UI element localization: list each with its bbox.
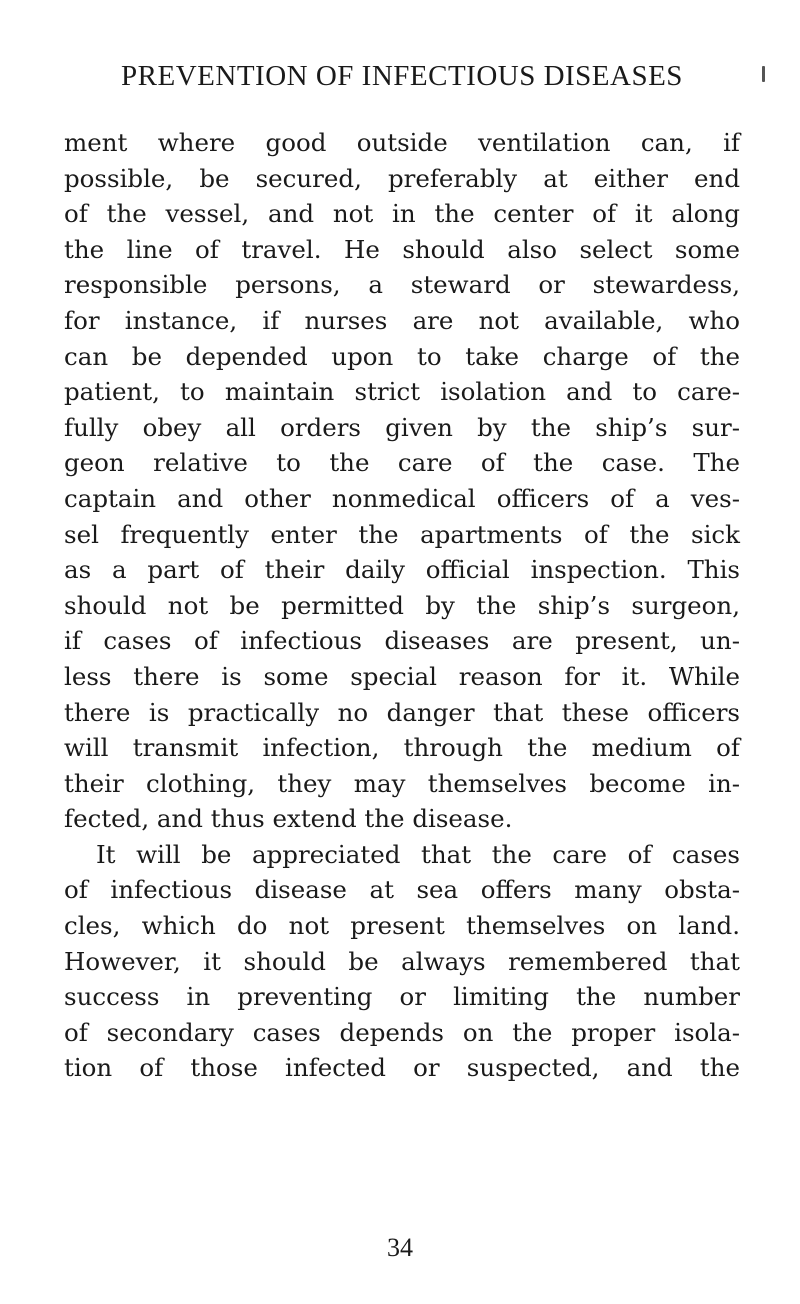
paragraph-2 [64,837,740,1086]
text-line: should not be permitted by the ship’s surgeon, [64,590,740,620]
text-line: tion of those infected or suspected, and the [64,1053,740,1083]
text-line: patient, to maintain strict isolation and to care- [64,377,740,407]
text-line: ment where good outside ventilation can, if [64,128,740,157]
text-line: cles, which do not present themselves on land. [64,911,740,941]
text-line: possible, be secured, preferably at either end [64,163,740,193]
text-line: geon relative to the care of the case. The [64,448,740,478]
text-line: there is practically no danger that these officers [64,697,740,727]
text-line: their clothing, they may themselves become in- [64,768,740,798]
text-line: fected, and thus extend the disease. [64,804,513,834]
paragraph-1 [64,125,740,837]
text-line: the line of travel. He should also select some [64,234,740,264]
text-line: captain and other nonmedical officers of a ves- [64,483,740,513]
text-line: success in preventing or limiting the number [64,982,740,1012]
text-line: as a part of their daily official inspection. This [64,555,740,585]
body-text [64,125,740,1086]
text-line: for instance, if nurses are not available, who [64,305,740,335]
text-line: of the vessel, and not in the center of it along [64,199,740,229]
text-line: It will be appreciated that the care of cases [96,839,740,869]
text-line: of infectious disease at sea offers many obsta- [64,875,740,905]
text-line: responsible persons, a steward or stewardess, [64,270,740,300]
text-line: of secondary cases depends on the proper isola- [64,1017,740,1047]
print-speck [762,66,765,82]
text-line: can be depended upon to take charge of the [64,341,740,371]
text-line: if cases of infectious diseases are present, un- [64,626,740,656]
page-number: 34 [387,1233,413,1262]
text-line: will transmit infection, through the medium of [64,733,740,763]
text-line: fully obey all orders given by the ship’s sur- [64,412,740,442]
text-line: less there is some special reason for it. While [64,661,740,691]
text-line: sel frequently enter the apartments of the sick [64,519,740,549]
running-head: PREVENTION OF INFECTIOUS DISEASES [121,60,683,92]
text-line: However, it should be always remembered that [64,946,740,976]
